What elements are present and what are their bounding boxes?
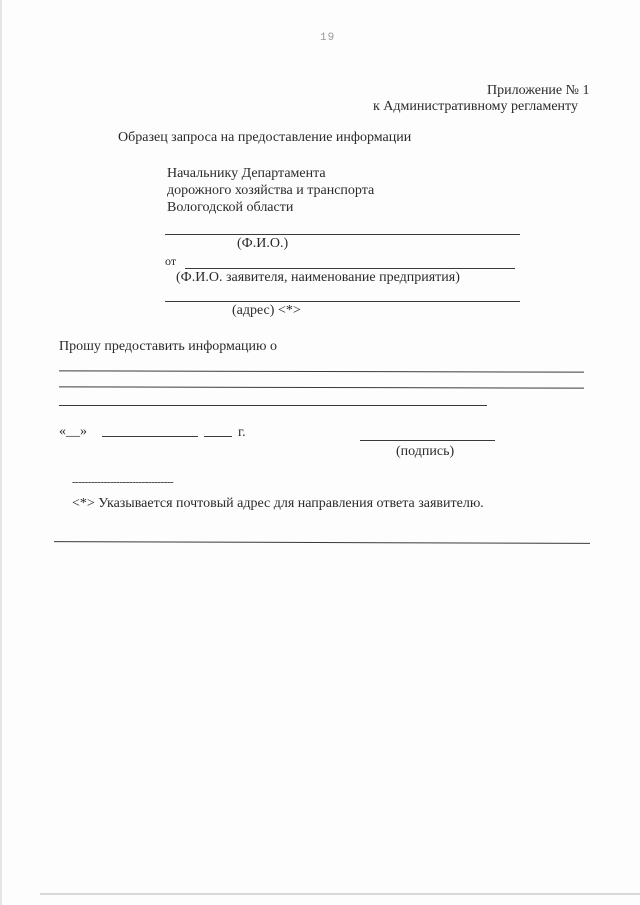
bottom-rule	[54, 541, 590, 544]
request-line-2	[59, 386, 584, 388]
date-year-line	[204, 436, 232, 437]
date-year-suffix: г.	[238, 425, 246, 440]
scan-edge-left	[0, 0, 2, 905]
applicant-line	[185, 268, 515, 269]
signature-caption: (подпись)	[396, 444, 455, 459]
addressee-line-1: Начальнику Департамента	[167, 166, 326, 181]
page-number: 19	[320, 32, 336, 44]
footnote-separator: --------------------------------	[72, 476, 174, 488]
date-day: «__»	[59, 424, 87, 439]
date-month-line	[102, 436, 198, 437]
scan-edge-bottom	[40, 893, 640, 895]
fio-line	[165, 234, 520, 235]
addressee-line-2: дорожного хозяйства и транспорта	[167, 183, 375, 198]
request-line-1	[59, 370, 584, 372]
address-caption: (адрес) <*>	[232, 303, 301, 318]
footnote-text: <*> Указывается почтовый адрес для направления ответа заявителю.	[72, 496, 484, 511]
from-label: от	[165, 254, 177, 268]
regulation-reference: к Административному регламенту	[373, 99, 578, 114]
addressee-line-3: Вологодской области	[167, 200, 294, 215]
address-line	[165, 301, 520, 302]
request-text: Прошу предоставить информацию о	[59, 339, 277, 354]
request-line-3	[59, 405, 487, 406]
form-title: Образец запроса на предоставление информации	[118, 130, 412, 145]
appendix-label: Приложение № 1	[487, 83, 590, 98]
signature-line	[360, 440, 495, 441]
fio-caption: (Ф.И.О.)	[237, 236, 289, 251]
applicant-caption: (Ф.И.О. заявителя, наименование предприятия)	[176, 270, 460, 285]
